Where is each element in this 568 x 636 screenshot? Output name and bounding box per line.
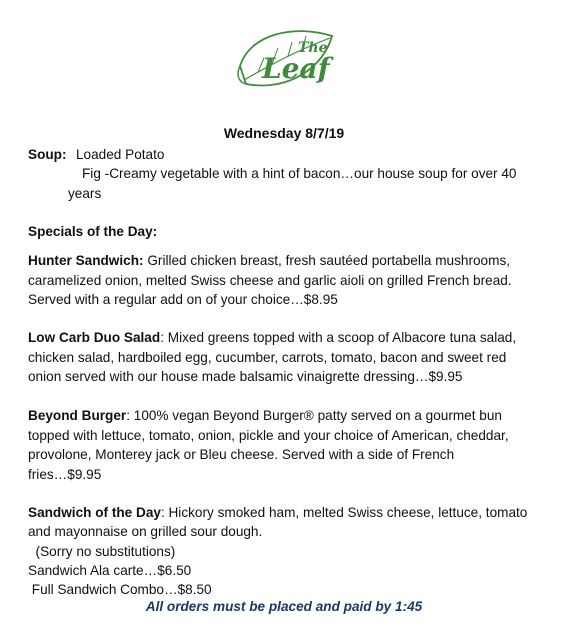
low-carb-salad-line2: chicken salad, hardboiled egg, cucumber, carrots, tomato, bacon and sweet red <box>28 350 507 365</box>
low-carb-salad-line3: onion served with our house made balsamic vinaigrette dressing…$9.95 <box>28 369 463 384</box>
menu-date: Wednesday 8/7/19 <box>223 125 345 141</box>
low-carb-salad-text1: : Mixed greens topped with a scoop of Albacore tuna salad, <box>160 330 517 345</box>
hunter-sandwich-line2: caramelized onion, melted Swiss cheese and garlic aioli on grilled French bread. <box>28 273 512 288</box>
order-deadline-notice: All orders must be placed and paid by 1:45 <box>145 599 423 614</box>
leaf-logo <box>232 22 342 98</box>
hunter-sandwich-text1: Grilled chicken breast, fresh sautéed portabella mushrooms, <box>143 253 511 268</box>
soup-description-line2: years <box>68 186 102 201</box>
hunter-sandwich-line1 <box>28 251 510 271</box>
beyond-burger-line1 <box>28 406 502 426</box>
leaf-logo-icon <box>232 22 342 98</box>
sandwich-of-day-title: Sandwich of the Day <box>28 505 161 520</box>
hunter-sandwich-line3: Served with a regular add on of your choice…$8.95 <box>28 292 338 307</box>
soup-label: Soup: <box>28 147 67 162</box>
beyond-burger-line2: topped with lettuce, tomato, onion, pickle and your choice of American, cheddar, <box>28 428 509 443</box>
sandwich-of-day-note: (Sorry no substitutions) <box>28 544 176 559</box>
sandwich-combo-price: Full Sandwich Combo…$8.50 <box>28 582 212 597</box>
sandwich-ala-carte-price: Sandwich Ala carte…$6.50 <box>28 563 192 578</box>
beyond-burger-text1: : 100% vegan Beyond Burger® patty served on a gourmet bun <box>126 408 502 423</box>
sandwich-of-day-line2: and mayonnaise on grilled sour dough. <box>28 524 263 539</box>
low-carb-salad-title: Low Carb Duo Salad <box>28 330 161 345</box>
logo-text-the: The <box>298 40 328 56</box>
specials-heading: Specials of the Day: <box>28 224 158 239</box>
hunter-sandwich-title: Hunter Sandwich: <box>28 253 144 268</box>
beyond-burger-line3: provolone, Monterey jack or Bleu cheese. Served with a side of French <box>28 447 455 462</box>
soup-description-line1: Fig -Creamy vegetable with a hint of bacon…our house soup for over 40 <box>82 166 517 181</box>
low-carb-salad-line1 <box>28 328 516 348</box>
sandwich-of-day-line1 <box>28 503 527 523</box>
beyond-burger-title: Beyond Burger <box>28 408 127 423</box>
beyond-burger-line4: fries…$9.95 <box>28 467 102 482</box>
sandwich-of-day-text1: : Hickory smoked ham, melted Swiss cheese, lettuce, tomato <box>160 505 528 520</box>
soup-name: Loaded Potato <box>76 147 165 162</box>
logo-text-leaf: Leaf <box>262 52 330 85</box>
